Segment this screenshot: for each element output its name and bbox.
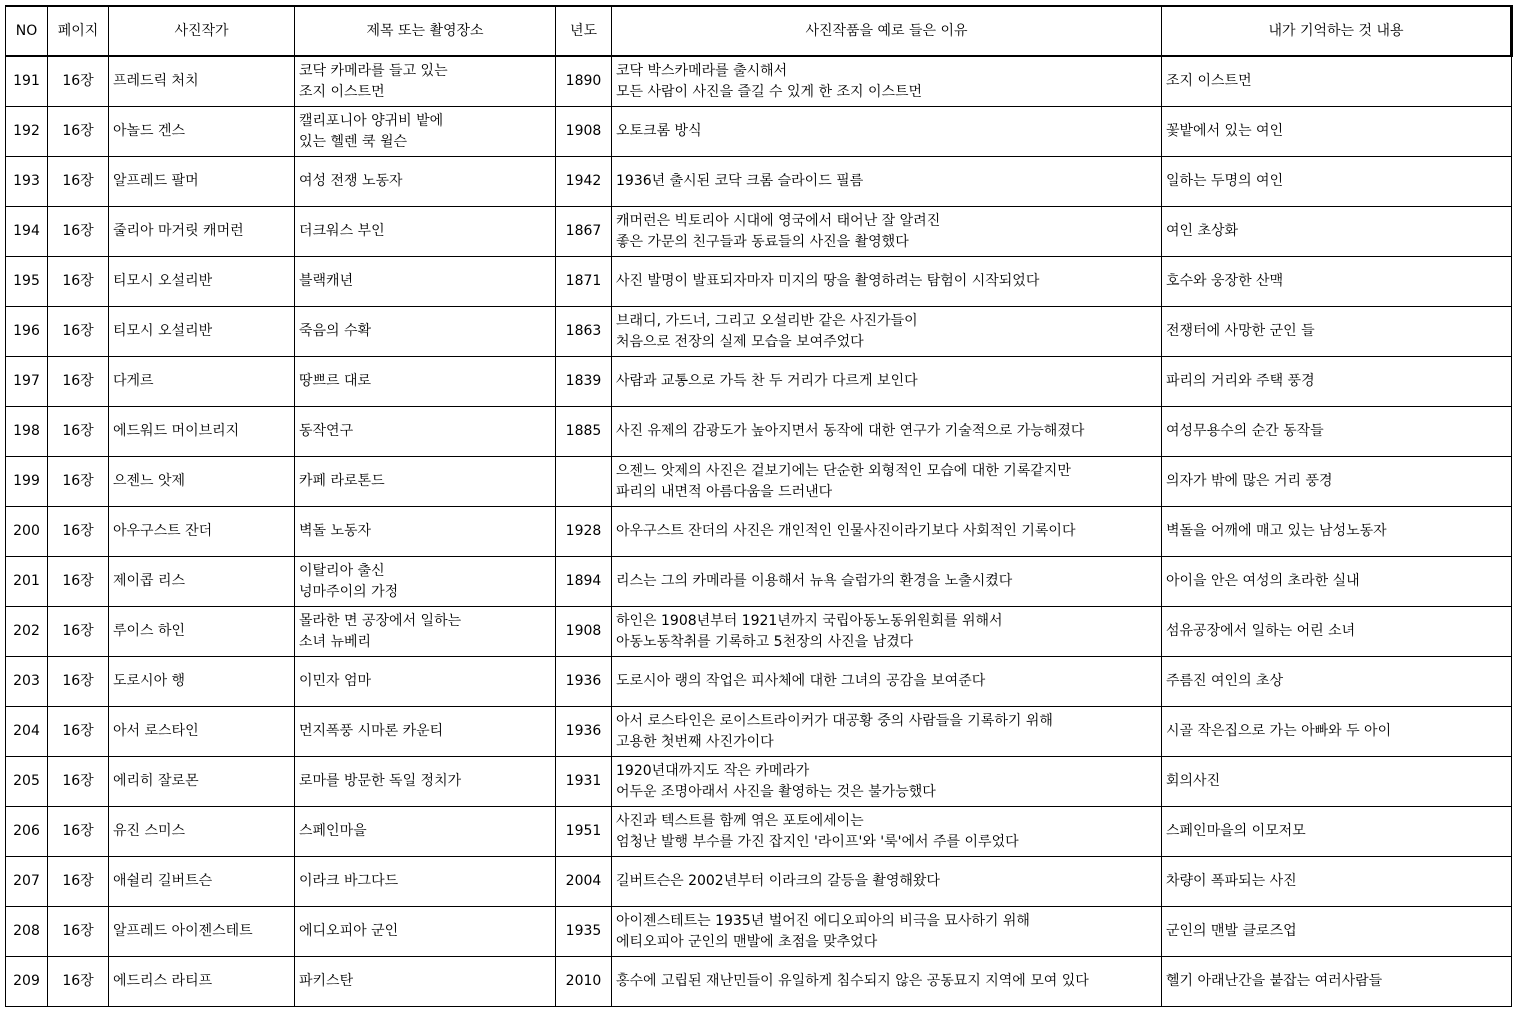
title-cell[interactable] — [295, 507, 556, 557]
title-cell-line: 몰라한 면 공장에서 일하는 — [299, 612, 462, 629]
year-cell[interactable]: 1931 — [556, 757, 612, 807]
title-cell-line: 더크워스 부인 — [299, 223, 385, 239]
table-row — [6, 157, 1512, 207]
reason-cell-line: 모든 사람이 사진을 즐길 수 있게 한 조지 이스트먼 — [616, 83, 923, 100]
year-cell[interactable]: 2004 — [556, 857, 612, 907]
title-cell-line: 블랙캐년 — [299, 273, 354, 289]
reason-cell-line: 좋은 가문의 친구들과 동료들의 사진을 촬영했다 — [616, 233, 909, 250]
table-row — [6, 207, 1512, 257]
year-cell[interactable]: 1928 — [556, 507, 612, 557]
no-cell[interactable]: 201 — [6, 557, 48, 607]
photographer-cell[interactable]: 에드워드 머이브리지 — [109, 407, 295, 457]
year-cell[interactable]: 1936 — [556, 657, 612, 707]
reason-cell-line: 도로시아 랭의 작업은 피사체에 대한 그녀의 공감을 보여준다 — [616, 673, 986, 689]
no-cell[interactable]: 203 — [6, 657, 48, 707]
page-cell[interactable]: 16장 — [48, 257, 109, 307]
table-row — [6, 907, 1512, 957]
memory-cell[interactable]: 전쟁터에 사망한 군인 들 — [1162, 307, 1512, 357]
title-cell-line: 조지 이스트먼 — [299, 83, 385, 100]
reason-cell-line: 고용한 첫번째 사진가이다 — [616, 733, 774, 750]
page-cell[interactable]: 16장 — [48, 457, 109, 507]
title-cell[interactable] — [295, 957, 556, 1007]
memory-cell[interactable]: 일하는 두명의 여인 — [1162, 157, 1512, 207]
title-cell-line: 카페 라로톤드 — [299, 473, 385, 489]
photographer-table — [5, 5, 1513, 1007]
reason-cell-line: 아서 로스타인은 로이스트라이커가 대공황 중의 사람들을 기록하기 위해 — [616, 712, 1053, 729]
reason-cell-line: 1920년대까지도 작은 카메라가 — [616, 762, 810, 779]
year-cell[interactable]: 1936 — [556, 707, 612, 757]
spreadsheet-sheet — [5, 5, 1513, 1007]
no-cell[interactable]: 209 — [6, 957, 48, 1007]
table-row — [6, 657, 1512, 707]
no-cell[interactable]: 197 — [6, 357, 48, 407]
memory-cell[interactable]: 섬유공장에서 일하는 어린 소녀 — [1162, 607, 1512, 657]
photographer-cell[interactable]: 프레드릭 처치 — [109, 56, 295, 107]
title-cell-line: 코닥 카메라를 들고 있는 — [299, 62, 448, 79]
photographer-cell[interactable]: 유진 스미스 — [109, 807, 295, 857]
reason-cell[interactable] — [612, 407, 1162, 457]
reason-cell[interactable] — [612, 907, 1162, 957]
reason-cell-line: 엄청난 발행 부수를 가진 잡지인 '라이프'와 '룩'에서 주를 이루었다 — [616, 833, 1019, 850]
no-cell[interactable]: 202 — [6, 607, 48, 657]
table-row — [6, 757, 1512, 807]
title-cell-line: 벽돌 노동자 — [299, 523, 372, 539]
photographer-cell[interactable]: 아서 로스타인 — [109, 707, 295, 757]
reason-cell[interactable] — [612, 807, 1162, 857]
reason-cell-line: 리스는 그의 카메라를 이용해서 뉴욕 슬럼가의 환경을 노출시켰다 — [616, 573, 1013, 589]
memory-cell[interactable]: 차량이 폭파되는 사진 — [1162, 857, 1512, 907]
memory-cell[interactable]: 여인 초상화 — [1162, 207, 1512, 257]
no-cell[interactable]: 205 — [6, 757, 48, 807]
reason-cell-line: 1936년 출시된 코닥 크롬 슬라이드 필름 — [616, 173, 864, 189]
title-cell-line: 로마를 방문한 독일 정치가 — [299, 773, 462, 789]
page-cell[interactable]: 16장 — [48, 957, 109, 1007]
page-cell[interactable]: 16장 — [48, 607, 109, 657]
no-cell[interactable]: 198 — [6, 407, 48, 457]
header-row — [6, 6, 1512, 56]
title-cell[interactable] — [295, 657, 556, 707]
title-cell-line: 땅쁘르 대로 — [299, 373, 372, 389]
photographer-cell[interactable]: 다게르 — [109, 357, 295, 407]
no-cell[interactable]: 199 — [6, 457, 48, 507]
no-cell[interactable]: 196 — [6, 307, 48, 357]
photographer-cell[interactable]: 알프레드 팔머 — [109, 157, 295, 207]
photographer-cell[interactable]: 도로시아 행 — [109, 657, 295, 707]
title-cell-line: 죽음의 수확 — [299, 323, 372, 339]
page-cell[interactable]: 16장 — [48, 307, 109, 357]
header-cell[interactable]: NO — [6, 6, 48, 56]
reason-cell[interactable] — [612, 557, 1162, 607]
memory-cell[interactable]: 의자가 밖에 많은 거리 풍경 — [1162, 457, 1512, 507]
title-cell-line: 여성 전쟁 노동자 — [299, 173, 403, 189]
memory-cell[interactable]: 꽃밭에서 있는 여인 — [1162, 107, 1512, 157]
reason-cell[interactable] — [612, 707, 1162, 757]
reason-cell-line: 길버트슨은 2002년부터 이라크의 갈등을 촬영해왔다 — [616, 873, 940, 889]
reason-cell[interactable] — [612, 257, 1162, 307]
title-cell-line: 이탈리아 출신 — [299, 562, 385, 579]
table-row — [6, 607, 1512, 657]
memory-cell[interactable]: 호수와 웅장한 산맥 — [1162, 257, 1512, 307]
reason-cell[interactable] — [612, 56, 1162, 107]
title-cell-line: 이민자 엄마 — [299, 673, 372, 689]
reason-cell-line: 오토크롬 방식 — [616, 123, 702, 139]
year-cell[interactable]: 1894 — [556, 557, 612, 607]
reason-cell-line: 캐머런은 빅토리아 시대에 영국에서 태어난 잘 알려진 — [616, 212, 941, 229]
title-cell-line: 캘리포니아 양귀비 밭에 — [299, 112, 444, 129]
reason-cell[interactable] — [612, 757, 1162, 807]
reason-cell-line: 홍수에 고립된 재난민들이 유일하게 침수되지 않은 공동묘지 지역에 모여 있다 — [616, 973, 1089, 989]
photographer-cell[interactable]: 제이콥 리스 — [109, 557, 295, 607]
header-cell[interactable]: 내가 기억하는 것 내용 — [1162, 6, 1512, 56]
reason-cell[interactable] — [612, 307, 1162, 357]
title-cell[interactable] — [295, 357, 556, 407]
memory-cell[interactable]: 아이을 안은 여성의 초라한 실내 — [1162, 557, 1512, 607]
photographer-cell[interactable]: 알프레드 아이젠스테트 — [109, 907, 295, 957]
reason-cell[interactable] — [612, 107, 1162, 157]
title-cell[interactable] — [295, 557, 556, 607]
reason-cell-line: 사람과 교통으로 가득 찬 두 거리가 다르게 보인다 — [616, 373, 918, 389]
page-cell[interactable]: 16장 — [48, 157, 109, 207]
table-row — [6, 107, 1512, 157]
year-cell[interactable]: 1908 — [556, 107, 612, 157]
header-cell[interactable]: 제목 또는 촬영장소 — [295, 6, 556, 56]
reason-cell-line: 아동노동착취를 기록하고 5천장의 사진을 남겼다 — [616, 633, 914, 650]
memory-cell[interactable]: 주름진 여인의 초상 — [1162, 657, 1512, 707]
title-cell-line: 스페인마을 — [299, 823, 367, 839]
reason-cell-line: 사진 발명이 발표되자마자 미지의 땅을 촬영하려는 탐험이 시작되었다 — [616, 273, 1040, 289]
memory-cell[interactable]: 회의사진 — [1162, 757, 1512, 807]
table-row — [6, 307, 1512, 357]
page-cell[interactable]: 16장 — [48, 357, 109, 407]
reason-cell[interactable] — [612, 657, 1162, 707]
page-cell[interactable]: 16장 — [48, 407, 109, 457]
table-row — [6, 807, 1512, 857]
table-row — [6, 357, 1512, 407]
title-cell[interactable] — [295, 457, 556, 507]
title-cell[interactable] — [295, 257, 556, 307]
year-cell[interactable]: 1863 — [556, 307, 612, 357]
reason-cell-line: 에티오피아 군인의 맨발에 초점을 맞추었다 — [616, 933, 878, 950]
title-cell[interactable] — [295, 207, 556, 257]
year-cell[interactable]: 1890 — [556, 56, 612, 107]
year-cell[interactable]: 1867 — [556, 207, 612, 257]
header-cell[interactable]: 페이지 — [48, 6, 109, 56]
reason-cell-line: 어두운 조명아래서 사진을 촬영하는 것은 불가능했다 — [616, 783, 936, 800]
reason-cell[interactable] — [612, 357, 1162, 407]
reason-cell[interactable] — [612, 857, 1162, 907]
photographer-cell[interactable]: 에리히 잘로몬 — [109, 757, 295, 807]
title-cell[interactable] — [295, 907, 556, 957]
reason-cell[interactable] — [612, 507, 1162, 557]
title-cell[interactable] — [295, 157, 556, 207]
memory-cell[interactable]: 헬기 아래난간을 붙잡는 여러사람들 — [1162, 957, 1512, 1007]
table-row — [6, 857, 1512, 907]
photographer-cell[interactable]: 으젠느 앗제 — [109, 457, 295, 507]
photographer-cell[interactable]: 에드리스 라티프 — [109, 957, 295, 1007]
reason-cell[interactable] — [612, 957, 1162, 1007]
title-cell[interactable] — [295, 407, 556, 457]
title-cell[interactable] — [295, 607, 556, 657]
no-cell[interactable]: 191 — [6, 56, 48, 107]
title-cell-line: 동작연구 — [299, 423, 354, 439]
photographer-cell[interactable]: 아우구스트 잔더 — [109, 507, 295, 557]
title-cell[interactable] — [295, 757, 556, 807]
photographer-cell[interactable]: 티모시 오설리반 — [109, 257, 295, 307]
year-cell[interactable]: 1908 — [556, 607, 612, 657]
table-row — [6, 557, 1512, 607]
header-cell[interactable]: 사진작가 — [109, 6, 295, 56]
memory-cell[interactable]: 여성무용수의 순간 동작들 — [1162, 407, 1512, 457]
reason-cell-line: 아우구스트 잔더의 사진은 개인적인 인물사진이라기보다 사회적인 기록이다 — [616, 523, 1076, 539]
reason-cell-line: 사진 유제의 감광도가 높아지면서 동작에 대한 연구가 기술적으로 가능해졌다 — [616, 423, 1085, 439]
year-cell[interactable]: 1885 — [556, 407, 612, 457]
photographer-cell[interactable]: 애쉴리 길버트슨 — [109, 857, 295, 907]
header-cell[interactable]: 사진작품을 예로 들은 이유 — [612, 6, 1162, 56]
reason-cell-line: 하인은 1908년부터 1921년까지 국립아동노동위원회를 위해서 — [616, 612, 1003, 629]
year-cell[interactable]: 2010 — [556, 957, 612, 1007]
title-cell-line: 먼지폭풍 시마론 카운티 — [299, 723, 444, 739]
title-cell[interactable] — [295, 307, 556, 357]
reason-cell-line: 사진과 텍스트를 함께 엮은 포토에세이는 — [616, 812, 864, 829]
page-cell[interactable]: 16장 — [48, 857, 109, 907]
reason-cell-line: 아이젠스테트는 1935년 벌어진 에디오피아의 비극을 묘사하기 위해 — [616, 912, 1030, 929]
page-cell[interactable]: 16장 — [48, 657, 109, 707]
reason-cell-line: 파리의 내면적 아름다움을 드러낸다 — [616, 483, 833, 500]
table-row — [6, 457, 1512, 507]
reason-cell[interactable] — [612, 607, 1162, 657]
no-cell[interactable]: 207 — [6, 857, 48, 907]
reason-cell[interactable] — [612, 207, 1162, 257]
year-cell[interactable]: 1871 — [556, 257, 612, 307]
no-cell[interactable]: 192 — [6, 107, 48, 157]
photographer-cell[interactable]: 루이스 하인 — [109, 607, 295, 657]
table-header — [6, 6, 1512, 56]
no-cell[interactable]: 193 — [6, 157, 48, 207]
photographer-cell[interactable]: 줄리아 마거릿 캐머런 — [109, 207, 295, 257]
memory-cell[interactable]: 군인의 맨발 클로즈업 — [1162, 907, 1512, 957]
table-body — [6, 56, 1512, 1007]
no-cell[interactable]: 194 — [6, 207, 48, 257]
title-cell[interactable] — [295, 857, 556, 907]
table-row — [6, 707, 1512, 757]
header-cell[interactable]: 년도 — [556, 6, 612, 56]
year-cell[interactable]: 1935 — [556, 907, 612, 957]
reason-cell-line: 처음으로 전장의 실제 모습을 보여주었다 — [616, 333, 864, 350]
year-cell[interactable]: 1942 — [556, 157, 612, 207]
title-cell-line: 파키스탄 — [299, 973, 354, 989]
no-cell[interactable]: 200 — [6, 507, 48, 557]
title-cell[interactable] — [295, 807, 556, 857]
reason-cell[interactable] — [612, 457, 1162, 507]
year-cell[interactable] — [556, 457, 612, 507]
reason-cell-line: 브래디, 가드너, 그리고 오설리반 같은 사진가들이 — [616, 312, 918, 329]
page-cell[interactable]: 16장 — [48, 707, 109, 757]
page-cell[interactable]: 16장 — [48, 207, 109, 257]
photographer-cell[interactable]: 티모시 오설리반 — [109, 307, 295, 357]
reason-cell[interactable] — [612, 157, 1162, 207]
title-cell-line: 있는 헬렌 쿡 윌슨 — [299, 133, 408, 150]
no-cell[interactable]: 208 — [6, 907, 48, 957]
title-cell-line: 에디오피아 군인 — [299, 923, 399, 939]
photographer-cell[interactable]: 아놀드 겐스 — [109, 107, 295, 157]
no-cell[interactable]: 204 — [6, 707, 48, 757]
page-cell[interactable]: 16장 — [48, 107, 109, 157]
title-cell-line: 넝마주이의 가정 — [299, 583, 399, 600]
table-row — [6, 957, 1512, 1007]
memory-cell[interactable]: 시골 작은집으로 가는 아빠와 두 아이 — [1162, 707, 1512, 757]
title-cell[interactable] — [295, 56, 556, 107]
table-row — [6, 257, 1512, 307]
page-cell[interactable]: 16장 — [48, 507, 109, 557]
table-row — [6, 56, 1512, 107]
page-cell[interactable]: 16장 — [48, 907, 109, 957]
reason-cell-line: 코닥 박스카메라를 출시해서 — [616, 62, 788, 79]
year-cell[interactable]: 1951 — [556, 807, 612, 857]
page-cell[interactable]: 16장 — [48, 807, 109, 857]
memory-cell[interactable]: 파리의 거리와 주택 풍경 — [1162, 357, 1512, 407]
memory-cell[interactable]: 스페인마을의 이모저모 — [1162, 807, 1512, 857]
memory-cell[interactable]: 벽돌을 어깨에 매고 있는 남성노동자 — [1162, 507, 1512, 557]
title-cell-line: 이라크 바그다드 — [299, 873, 399, 889]
table-row — [6, 407, 1512, 457]
year-cell[interactable]: 1839 — [556, 357, 612, 407]
memory-cell[interactable]: 조지 이스트먼 — [1162, 56, 1512, 107]
page-cell[interactable]: 16장 — [48, 557, 109, 607]
title-cell-line: 소녀 뉴베리 — [299, 633, 372, 650]
no-cell[interactable]: 195 — [6, 257, 48, 307]
no-cell[interactable]: 206 — [6, 807, 48, 857]
page-cell[interactable]: 16장 — [48, 757, 109, 807]
title-cell[interactable] — [295, 707, 556, 757]
title-cell[interactable] — [295, 107, 556, 157]
page-cell[interactable]: 16장 — [48, 56, 109, 107]
reason-cell-line: 으젠느 앗제의 사진은 겉보기에는 단순한 외형적인 모습에 대한 기록같지만 — [616, 462, 1071, 479]
table-row — [6, 507, 1512, 557]
